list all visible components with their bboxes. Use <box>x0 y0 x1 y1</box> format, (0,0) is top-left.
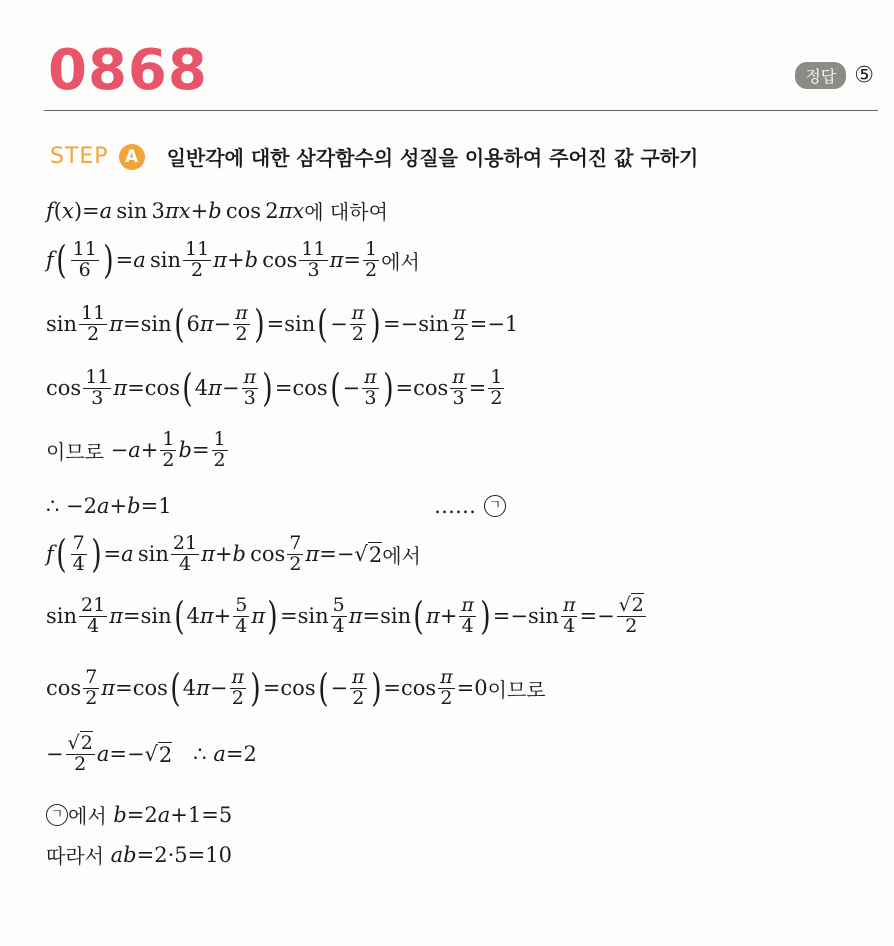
text-from-circle: 에서 <box>68 804 107 828</box>
step-title: 일반각에 대한 삼각함수의 성질을 이용하여 주어진 값 구하기 <box>166 146 699 170</box>
answer-value: ⑤ <box>854 62 874 88</box>
text-from-2: 에서 <box>382 543 421 568</box>
circle-mark-icon: ㄱ <box>46 804 68 826</box>
problem-number: 0868 <box>48 38 208 103</box>
problem-header <box>44 36 878 112</box>
solution-line-4: cos 11 3 π =cos ( 4 π − π 3 ) =cos ( − π 3 ) =cos π 3 = 1 2 <box>46 366 503 411</box>
solution-line-11: ㄱ 에서 b =2 a +1=5 <box>46 800 232 829</box>
solution-line-12: 따라서 ab =2·5=10 <box>46 840 232 869</box>
solution-line-1: f ( x )= a sin 3 πx + b cos 2 πx 에 대하여 <box>46 196 388 225</box>
step-heading <box>50 142 698 171</box>
text-imeuro: 이므로 <box>487 677 546 702</box>
solution-line-5: 이므로 − a + 1 2 b = 1 2 <box>46 428 226 471</box>
solution-line-9: cos 7 2 π =cos ( 4 π − π 2 ) =cos ( − π 2 ) =cos π 2 =0 이므로 <box>46 666 546 711</box>
solution-line-10: − √2 2 a =−√ 2 ∴ a =2 <box>46 732 257 775</box>
step-letter-badge: A <box>119 144 145 170</box>
dots: …… <box>434 494 476 518</box>
solution-line-6: ∴ −2 a + b =1 …… ㄱ <box>46 494 506 518</box>
solution-line-2: f ( 11 6 ) = a sin 11 2 π + b cos 11 3 π = 1 2 에서 <box>46 238 420 283</box>
text-therefore-prefix: 이므로 <box>46 439 104 464</box>
solution-line-7: f ( 7 4 ) = a sin 21 4 π + b cos 7 2 π =−√ 2 에서 <box>46 532 421 577</box>
step-label: STEP <box>50 144 109 169</box>
text-for: 에 대하여 <box>304 200 388 224</box>
circle-mark-icon: ㄱ <box>484 495 506 517</box>
text-ddaraseo: 따라서 <box>46 844 104 868</box>
solution-line-3: sin 11 2 π =sin ( 6 π − π 2 ) =sin ( − π 2 ) =−sin π 2 =−1 <box>46 302 519 347</box>
divider <box>44 110 878 111</box>
text-from-1: 에서 <box>381 249 420 274</box>
answer-badge: 정답 <box>795 62 846 89</box>
answer-box <box>795 60 874 90</box>
solution-line-8: sin 21 4 π =sin ( 4 π + 5 4 π ) =sin 5 4 π =sin ( π + π 4 ) =−sin π 4 =− √2 2 <box>46 594 644 639</box>
